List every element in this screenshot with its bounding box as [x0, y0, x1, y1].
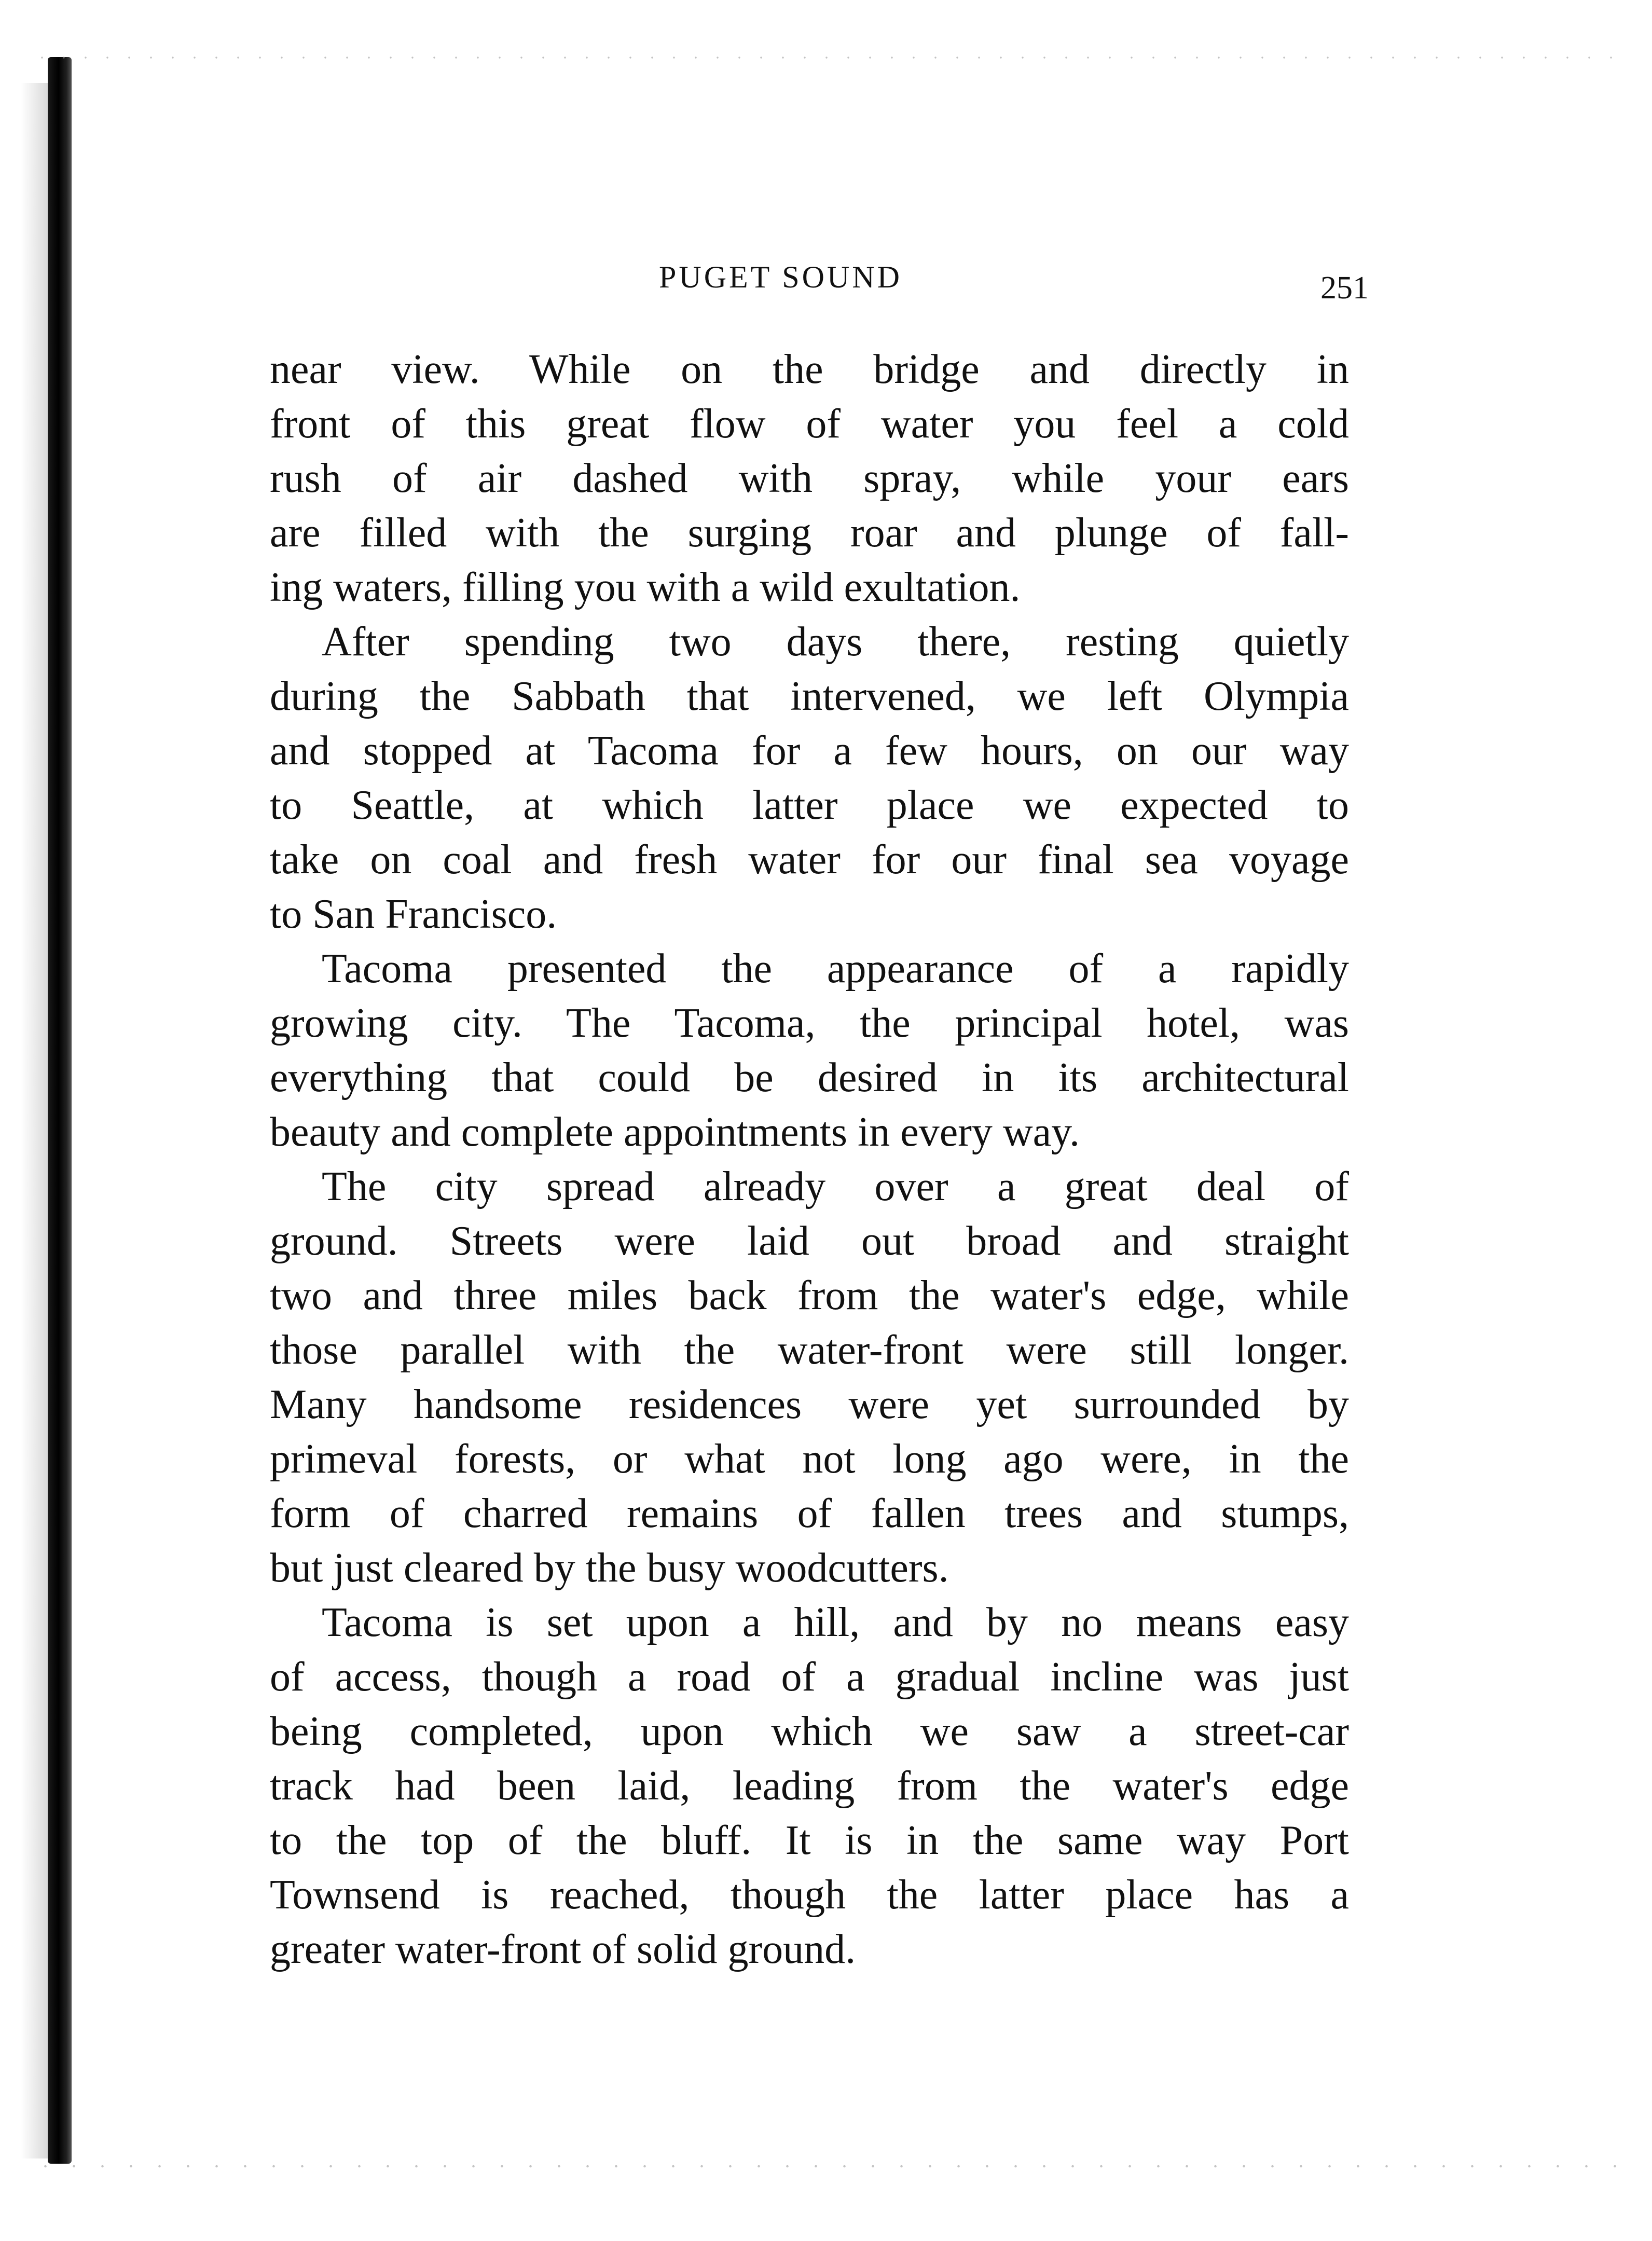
paragraph [270, 615, 1349, 942]
text-line: primeval forests, or what not long ago were, in the [270, 1436, 1349, 1482]
text-line: two and three miles back from the water's edge, while [270, 1273, 1349, 1318]
text-line: rush of air dashed with spray, while your ears [270, 456, 1349, 501]
text-line: of access, though a road of a gradual incline was just [270, 1654, 1349, 1700]
scan-noise-bottom [31, 2164, 1621, 2168]
text-line: to the top of the bluff. It is in the same way Port [270, 1818, 1349, 1863]
text-line: to San Francisco. [270, 891, 557, 937]
text-line: Many handsome residences were yet surrounded by [270, 1382, 1349, 1427]
text-line: growing city. The Tacoma, the principal hotel, was [270, 1000, 1349, 1046]
text-line: track had been laid, leading from the water's edge [270, 1763, 1349, 1809]
running-head-title: PUGET SOUND [659, 260, 902, 294]
text-line: The city spread already over a great deal of [322, 1164, 1349, 1209]
text-line: are filled with the surging roar and plunge of fall- [270, 510, 1349, 556]
text-line: front of this great flow of water you feel a cold [270, 401, 1349, 447]
paragraph [270, 1596, 1349, 1977]
page-binding-edge [48, 57, 72, 2164]
scan-noise-top [31, 56, 1621, 59]
text-line: to Seattle, at which latter place we expected to [270, 782, 1349, 828]
text-line: ground. Streets were laid out broad and straight [270, 1218, 1349, 1264]
page-number: 251 [1320, 270, 1369, 306]
text-line: and stopped at Tacoma for a few hours, on our way [270, 728, 1349, 774]
text-line: greater water-front of solid ground. [270, 1927, 856, 1972]
text-line: during the Sabbath that intervened, we left Olympia [270, 673, 1349, 719]
text-line: near view. While on the bridge and directly in [270, 347, 1349, 392]
text-line: those parallel with the water-front were still longer. [270, 1327, 1349, 1373]
paragraph [270, 342, 1349, 615]
text-line: everything that could be desired in its architectural [270, 1055, 1349, 1101]
body-text [270, 342, 1349, 1977]
text-line: beauty and complete appointments in every way. [270, 1109, 1080, 1155]
text-line: Townsend is reached, though the latter place has a [270, 1872, 1349, 1918]
text-line: After spending two days there, resting quietly [322, 619, 1349, 665]
text-line: form of charred remains of fallen trees and stumps, [270, 1491, 1349, 1536]
paragraph [270, 942, 1349, 1160]
text-line: but just cleared by the busy woodcutters. [270, 1545, 949, 1591]
binding-shadow [21, 83, 52, 2158]
text-line: take on coal and fresh water for our final sea voyage [270, 837, 1349, 883]
text-line: Tacoma is set upon a hill, and by no means easy [322, 1600, 1349, 1645]
paragraph [270, 1160, 1349, 1596]
text-line: Tacoma presented the appearance of a rapidly [322, 946, 1349, 992]
text-line: ing waters, filling you with a wild exultation. [270, 565, 1021, 610]
text-line: being completed, upon which we saw a street-car [270, 1709, 1349, 1754]
